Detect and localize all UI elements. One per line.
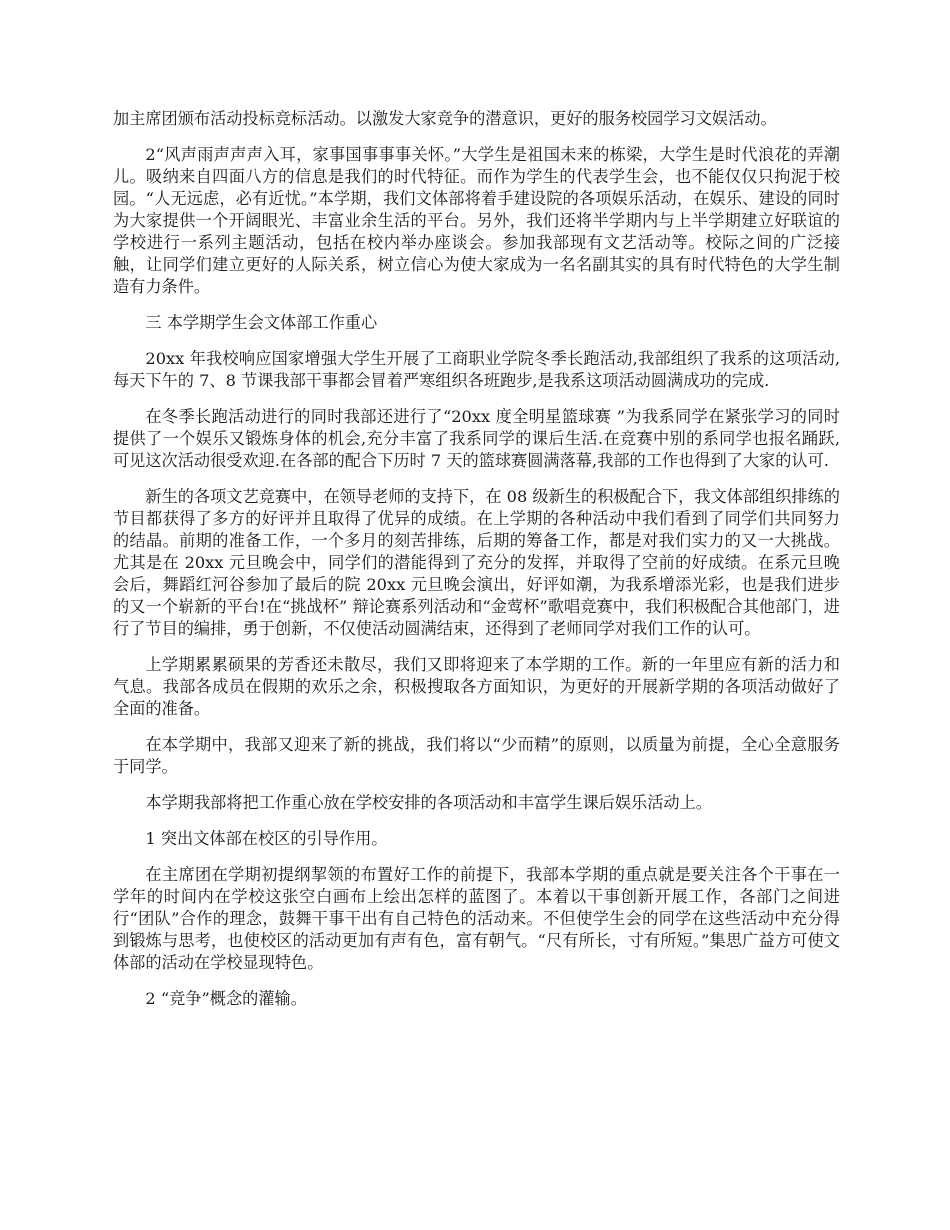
paragraph-new-term: 上学期累累硕果的芳香还未散尽，我们又即将迎来了本学期的工作。新的一年里应有新的活力和气息。我部各成员在假期的欢乐之余，积极搜取各方面知识，为更好的开展新学期的各项活动做好了全面的准备。	[113, 655, 840, 718]
paragraph-winter-run: 20xx 年我校响应国家增强大学生开展了工商职业学院冬季长跑活动,我部组织了我系的这项活动,每天下午的 7、8 节课我部干事都会冒着严寒组织各班跑步,是我系这项活动圆满成功的完成.	[113, 349, 840, 390]
paragraph-focus: 本学期我部将把工作重心放在学校安排的各项活动和丰富学生课后娱乐活动上。	[145, 793, 712, 812]
paragraph-art-contests: 新生的各项文艺竞赛中，在领导老师的支持下，在 08 级新生的积极配合下，我文体部组织排练的节目都获得了多方的好评并且取得了优异的成绩。在上学期的各种活动中我们看到了同学们共同努力的结晶。前期的准备工作，一个多月的刻苦排练，后期的筹备工作，都是对我们实力的又一大挑战。尤其是在 20xx 元旦晚会中，同学们的潜能得到了充分的发挥，并取得了空前的好成绩。在系元旦晚会后，舞蹈红河谷参加了最后的院 20xx 元旦晚会演出，好评如潮，为我系增添光彩，也是我们进步的又一个崭新的平台!在“挑战杯” 辩论赛系列活动和“金莺杯”歌唱竞赛中，我们积极配合其他部门，进行了节目的编排，勇于创新，不仅使活动圆满结束，还得到了老师同学对我们工作的认可。	[113, 487, 840, 638]
list-item-1: 1 突出文体部在校区的引导作用。	[145, 829, 388, 848]
document-body	[113, 108, 840, 1024]
paragraph-continuation: 加主席团颁布活动投标竞标活动。以激发大家竞争的潜意识，更好的服务校园学习文娱活动。	[113, 109, 777, 128]
list-item-2: 2 “竞争”概念的灌输。	[145, 989, 307, 1008]
section-heading: 三 本学期学生会文体部工作重心	[145, 313, 378, 332]
paragraph-challenge: 在本学期中，我部又迎来了新的挑战，我们将以“少而精”的原则，以质量为前提，全心全意服务于同学。	[113, 735, 840, 776]
paragraph-basketball: 在冬季长跑活动进行的同时我部还进行了“20xx 度全明星篮球赛 ”为我系同学在紧张学习的同时提供了一个娱乐又锻炼身体的机会,充分丰富了我系同学的课后生活.在竞赛中别的系同学也报名踊跃,可见这次活动很受欢迎.在各部的配合下历时 7 天的篮球赛圆满落幕,我部的工作也得到了大家的认可.	[113, 407, 840, 470]
paragraph-guidance: 在主席团在学期初提纲挈领的布置好工作的前提下，我部本学期的重点就是要关注各个干事在一学年的时间内在学校这张空白画布上绘出怎样的蓝图了。本着以干事创新开展工作，各部门之间进行“团队”合作的理念，鼓舞干事干出有自己特色的活动来。不但使学生会的同学在这些活动中充分得到锻炼与思考，也使校区的活动更加有声有色，富有朝气。“尺有所长，寸有所短。”集思广益方可使文体部的活动在学校显现特色。	[113, 865, 840, 972]
paragraph-outreach: 2“风声雨声声声入耳，家事国事事事关怀。”大学生是祖国未来的栋梁，大学生是时代浪花的弄潮儿。吸纳来自四面八方的信息是我们的时代特征。而作为学生的代表学生会，也不能仅仅只拘泥于校园。“人无远虑，必有近忧。”本学期，我们文体部将着手建设院的各项娱乐活动，在娱乐、建设的同时为大家提供一个开阔眼光、丰富业余生活的平台。另外，我们还将半学期内与上半学期建立好联谊的学校进行一系列主题活动，包括在校内举办座谈会。参加我部现有文艺活动等。校际之间的广泛接触，让同学们建立更好的人际关系，树立信心为使大家成为一名名副其实的具有时代特色的大学生制造有力条件。	[113, 145, 840, 296]
